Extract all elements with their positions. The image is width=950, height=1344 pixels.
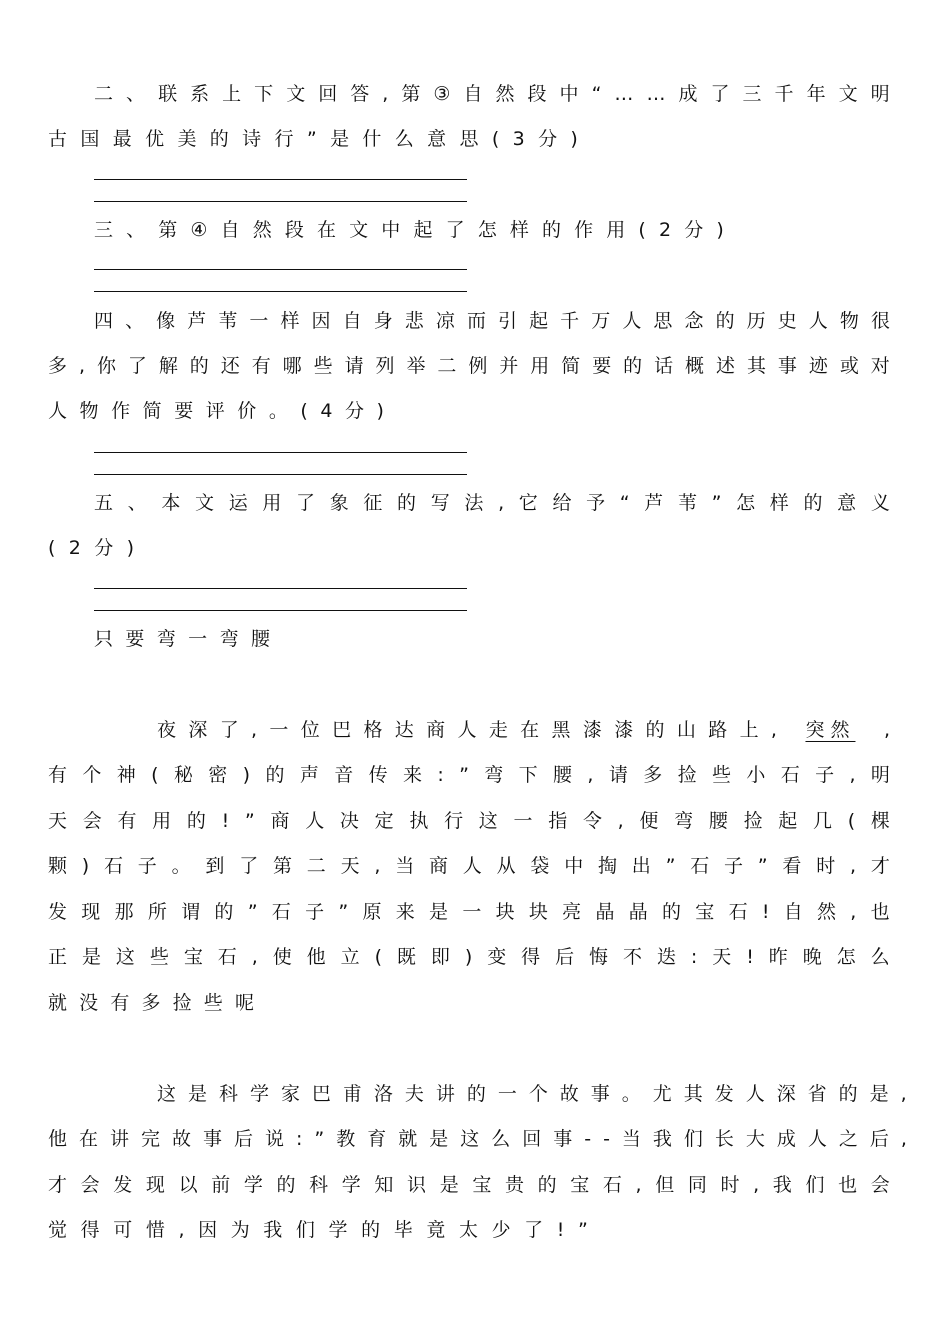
answer-line	[94, 610, 467, 611]
story-p2-line-1: 这 是 科 学 家 巴 甫 洛 夫 讲 的 一 个 故 事 。 尤 其 发 人 深 省 的 是 ,	[157, 1083, 907, 1105]
answer-line	[94, 474, 467, 475]
answer-line	[94, 452, 467, 453]
story-p2-line-2: 他 在 讲 完 故 事 后 说 : ” 教 育 就 是 这 么 回 事 - - 当 我 们 长 大 成 人 之 后 ,	[48, 1128, 907, 1150]
story-p1-line-5: 发 现 那 所 谓 的 ” 石 子 ” 原 来 是 一 块 块 亮 晶 晶 的 宝 石 ! 自 然 , 也	[48, 901, 890, 923]
question-4-line-3: 人 物 作 简 要 评 价 。 ( 4 分 )	[48, 400, 384, 422]
story-p1-line-3: 天 会 有 用 的 ! ” 商 人 决 定 执 行 这 一 指 令 , 便 弯 腰 捡 起 几 ( 棵	[48, 810, 890, 832]
story-p1-line-1-text: 夜 深 了 , 一 位 巴 格 达 商 人 走 在 黑 漆 漆 的 山 路 上 ,	[157, 719, 777, 741]
story-p2-line-4: 觉 得 可 惜 , 因 为 我 们 学 的 毕 竟 太 少 了 ! ”	[48, 1219, 588, 1241]
answer-line	[94, 588, 467, 589]
story-p1-line-1	[157, 718, 890, 742]
story-p1-line-7: 就 没 有 多 捡 些 呢	[48, 992, 254, 1014]
story-p1-line-2: 有 个 神 ( 秘 密 ) 的 声 音 传 来 : ” 弯 下 腰 , 请 多 捡 些 小 石 子 , 明	[48, 764, 890, 786]
story-p1-underlined-word: 突然	[805, 719, 856, 741]
story-p1-line-4: 颗 ) 石 子 。 到 了 第 二 天 , 当 商 人 从 袋 中 掏 出 ” 石 子 ” 看 时 , 才	[48, 855, 890, 877]
question-3-line-1: 三 、 第 ④ 自 然 段 在 文 中 起 了 怎 样 的 作 用 ( 2 分 )	[94, 219, 724, 241]
question-2-line-2: 古 国 最 优 美 的 诗 行 ” 是 什 么 意 思 ( 3 分 )	[48, 128, 578, 150]
answer-line	[94, 179, 467, 180]
question-5-line-2: ( 2 分 )	[48, 537, 134, 559]
question-2-line-1: 二 、 联 系 上 下 文 回 答 , 第 ③ 自 然 段 中 “ … … 成 了 三 千 年 文 明	[94, 83, 890, 105]
question-4-line-2: 多 , 你 了 解 的 还 有 哪 些 请 列 举 二 例 并 用 简 要 的 话 概 述 其 事 迹 或 对	[48, 355, 890, 377]
story-title: 只 要 弯 一 弯 腰	[94, 628, 270, 650]
answer-line	[94, 291, 467, 292]
story-p1-line-1-end: ,	[883, 719, 890, 741]
story-p1-line-6: 正 是 这 些 宝 石 , 使 他 立 ( 既 即 ) 变 得 后 悔 不 迭 : 天 ! 昨 晚 怎 么	[48, 946, 890, 968]
answer-line	[94, 201, 467, 202]
story-p2-line-3: 才 会 发 现 以 前 学 的 科 学 知 识 是 宝 贵 的 宝 石 , 但 同 时 , 我 们 也 会	[48, 1174, 890, 1196]
question-5-line-1: 五 、 本 文 运 用 了 象 征 的 写 法 , 它 给 予 “ 芦 苇 ” 怎 样 的 意 义	[94, 492, 890, 514]
question-4-line-1: 四 、 像 芦 苇 一 样 因 自 身 悲 凉 而 引 起 千 万 人 思 念 的 历 史 人 物 很	[94, 310, 890, 332]
answer-line	[94, 269, 467, 270]
